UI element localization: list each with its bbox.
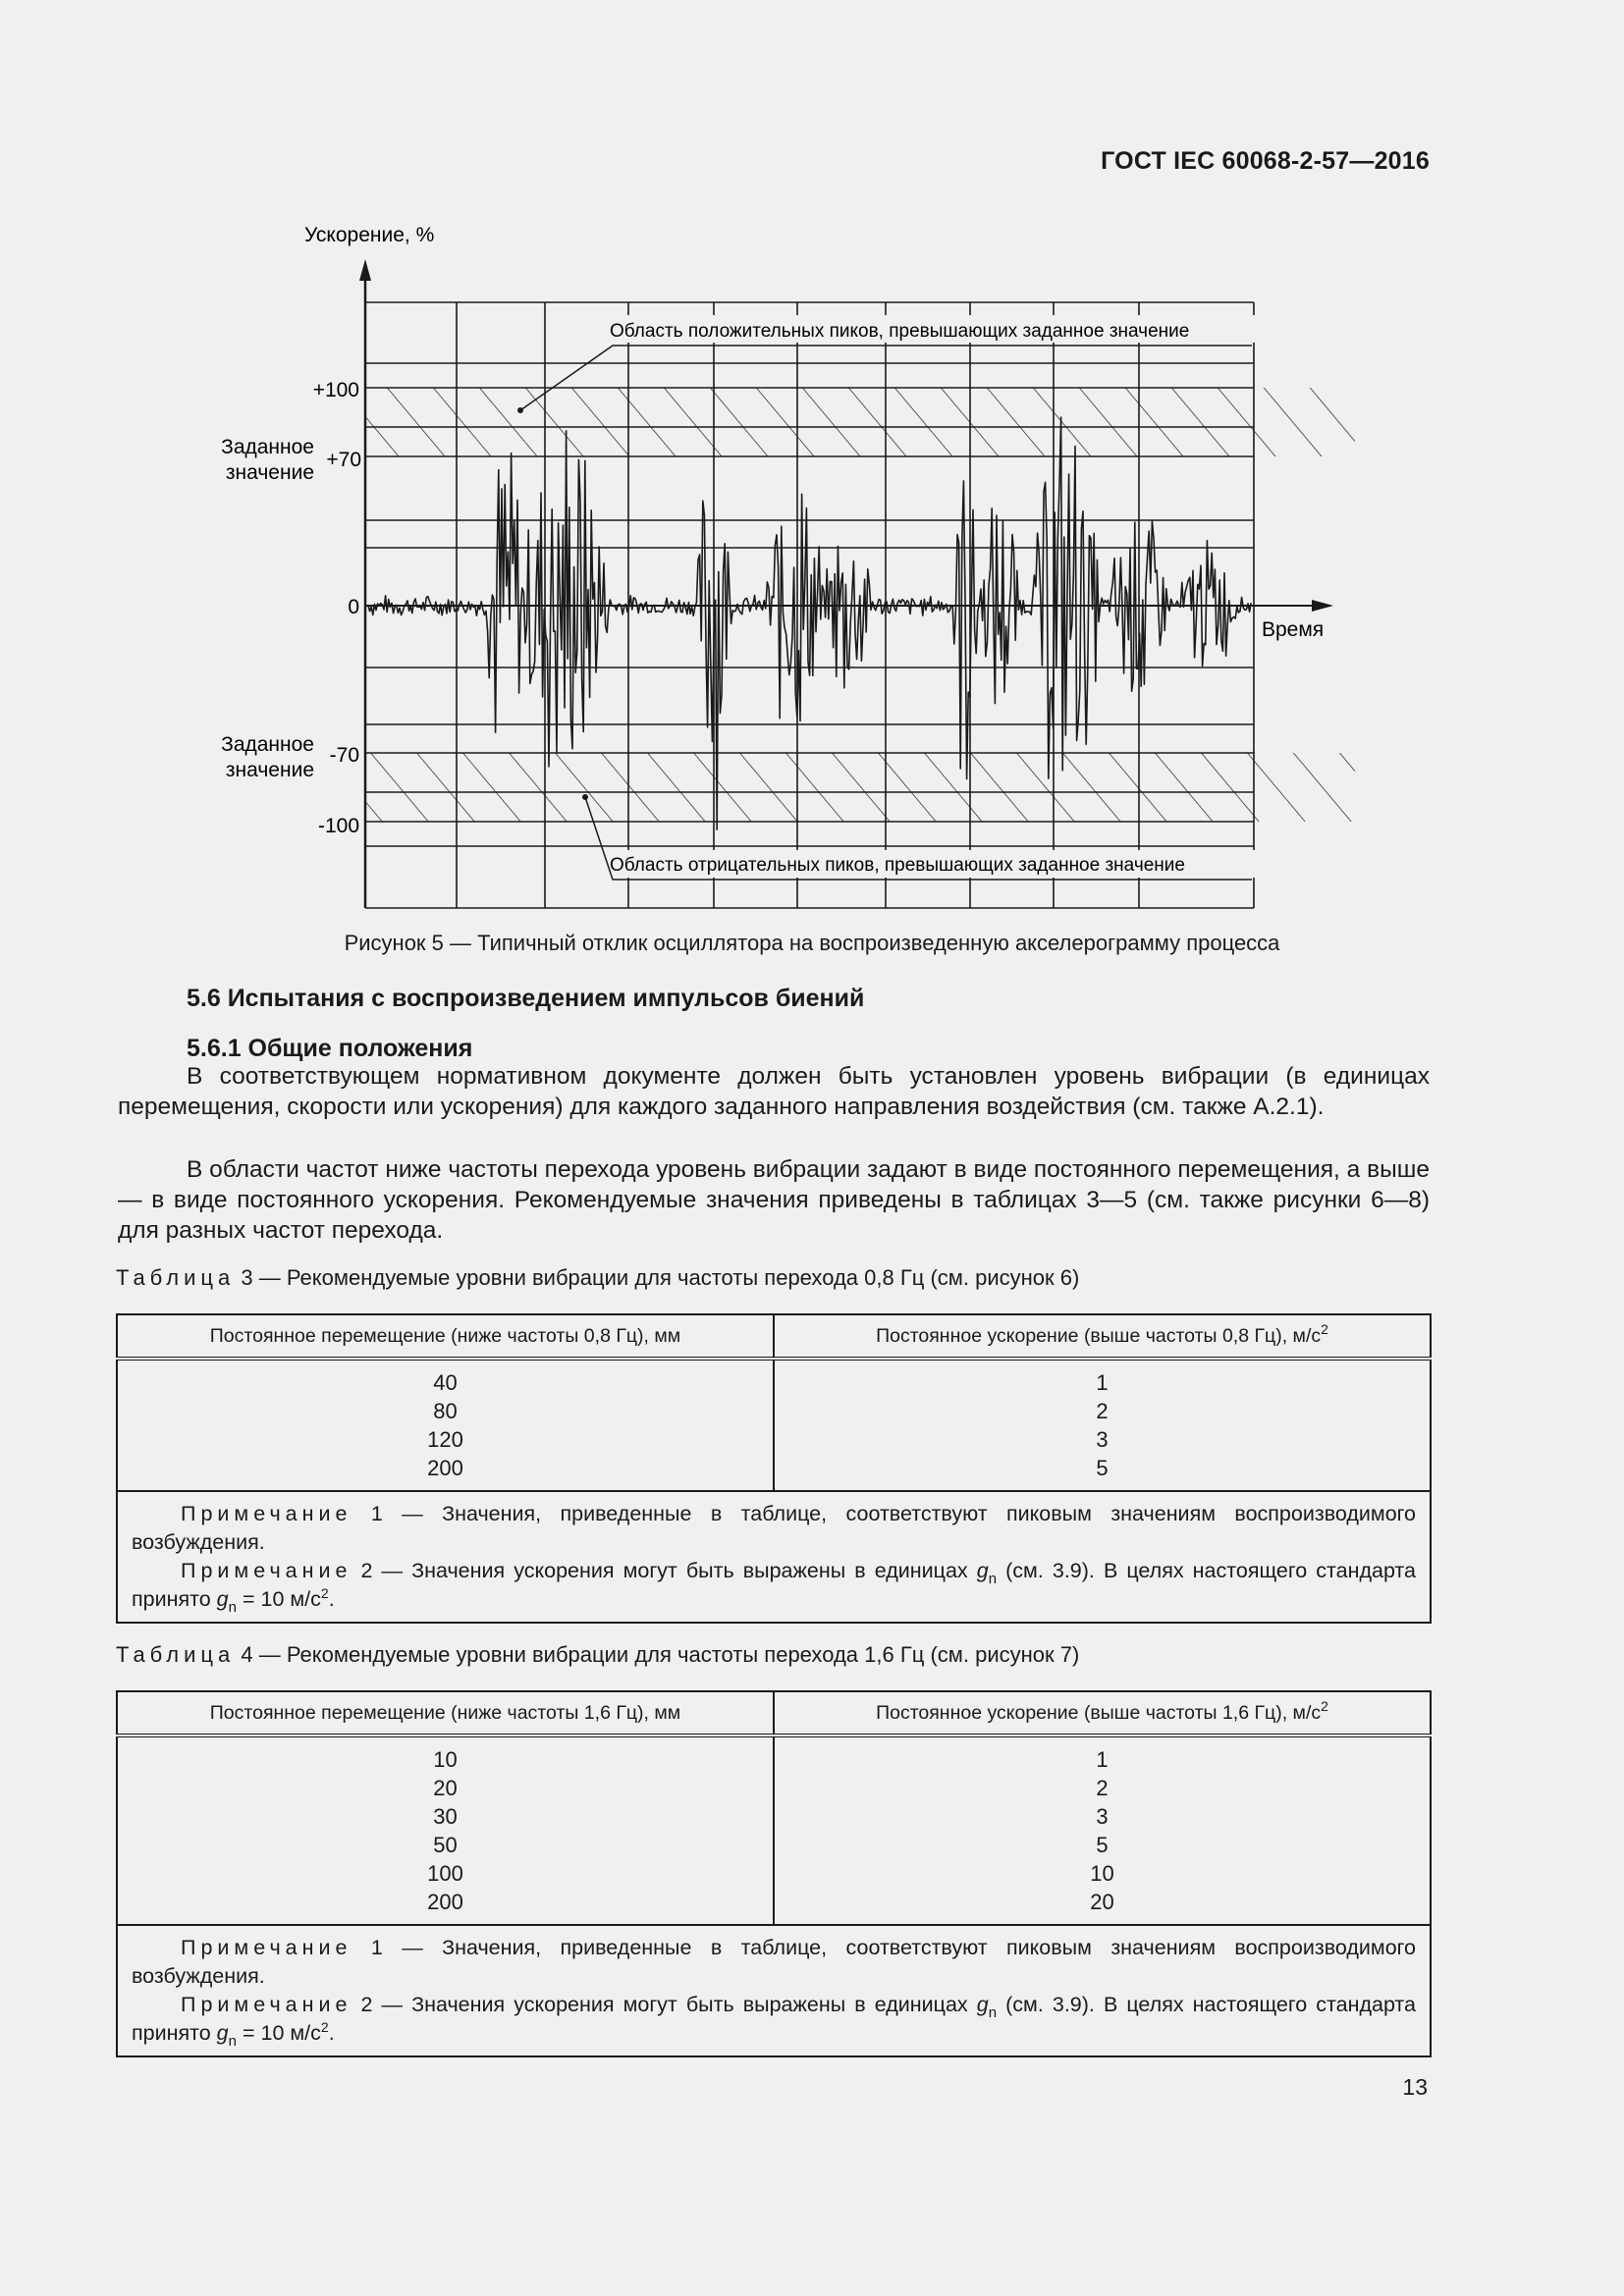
table-cell: 30 (433, 1804, 458, 1829)
table-cell: 200 (427, 1456, 463, 1480)
section-heading: 5.6 Испытания с воспроизведением импульсов биений (187, 985, 865, 1012)
x-axis-arrow (1312, 600, 1333, 612)
table-cell: 3 (1096, 1427, 1109, 1452)
figure-caption: Рисунок 5 — Типичный отклик осциллятора на воспроизведенную акселерограмму процесса (344, 931, 1280, 955)
table3-caption-text: 3 — Рекомендуемые уровни вибрации для частоты перехода 0,8 Гц (см. рисунок 6) (241, 1265, 1080, 1290)
table-cell: 3 (1096, 1804, 1109, 1829)
table3-acceleration-column (774, 1359, 1431, 1491)
negative-region-label: Область отрицательных пиков, превышающих заданное значение (610, 855, 1185, 876)
table3-label: Таблица (116, 1265, 236, 1290)
table-cell: 80 (433, 1399, 458, 1423)
table-cell: 20 (1090, 1890, 1114, 1914)
setpoint-lower-line1: Заданное (221, 733, 314, 756)
table-cell: 1 (1096, 1747, 1109, 1772)
y-axis-arrow (359, 259, 371, 281)
table4-note1: Примечание 1 — Значения, приведенные в таблице, соответствуют пиковым значениям воспроизводимого возбуждения. (132, 1936, 1416, 1988)
label-plus70: +70 (326, 449, 361, 471)
table4-displacement-column (117, 1735, 774, 1925)
label-plus100: +100 (312, 379, 359, 401)
table4 (116, 1690, 1432, 2057)
table-cell: 10 (1090, 1861, 1114, 1886)
positive-region-label: Область положительных пиков, превышающих заданное значение (610, 321, 1190, 342)
label-zero: 0 (348, 596, 359, 618)
table4-caption-text: 4 — Рекомендуемые уровни вибрации для частоты перехода 1,6 Гц (см. рисунок 7) (241, 1642, 1080, 1667)
table-cell: 20 (433, 1776, 458, 1800)
table3-notes (117, 1491, 1431, 1623)
table4-note2: Примечание 2 — Значения ускорения могут быть выражены в единицах $g_n$ (см. 3.9). В целях настоящего стандарта принято $g_n = 10$ $м/с^2$. (132, 1993, 1416, 2050)
positive-peak-region (365, 388, 1355, 456)
table3-displacement-column (117, 1359, 774, 1491)
table-cell: 10 (433, 1747, 458, 1772)
table4-acceleration-column (774, 1735, 1431, 1925)
table-cell: 200 (427, 1890, 463, 1914)
setpoint-upper-line1: Заданное (221, 436, 314, 458)
table3-col1-header: Постоянное перемещение (ниже частоты 0,8 Гц), мм (117, 1314, 774, 1359)
table-cell: 2 (1096, 1776, 1109, 1800)
table-cell: 1 (1096, 1370, 1109, 1395)
page-number: 13 (1402, 2074, 1428, 2100)
table3-col2-header: Постоянное ускорение (выше частоты 0,8 Гц), $м/с^2$ (774, 1314, 1431, 1359)
oscillator-response-figure (196, 216, 1355, 923)
subsection-heading: 5.6.1 Общие положения (187, 1035, 473, 1062)
table4-col1-header: Постоянное перемещение (ниже частоты 1,6 Гц), мм (117, 1691, 774, 1735)
document-code: ГОСТ IEC 60068-2-57—2016 (1101, 147, 1430, 175)
y-axis-label: Ускорение, % (304, 224, 435, 246)
table3 (116, 1313, 1432, 1624)
table3-caption (116, 1265, 1079, 1291)
table4-label: Таблица (116, 1642, 236, 1667)
table-cell: 50 (433, 1833, 458, 1857)
paragraph-2: В области частот ниже частоты перехода уровень вибрации задают в виде постоянного перемещения, а выше — в виде постоянного ускорения. Рекомендуемые значения приведены в таблицах 3—5 (см. также рисунки 6—8) для разных частот перехода. (118, 1156, 1430, 1244)
table-cell: 120 (427, 1427, 463, 1452)
label-minus100: -100 (317, 815, 359, 837)
table4-notes (117, 1925, 1431, 2056)
paragraph-1: В соответствующем нормативном документе должен быть установлен уровень вибрации (в единицах перемещения, скорости или ускорения) для каждого заданного направления воздействия (см. также А.2.1). (118, 1063, 1430, 1120)
label-minus70: -70 (329, 744, 359, 767)
negative-callout-dot (582, 794, 588, 800)
table3-note1: Примечание 1 — Значения, приведенные в таблице, соответствуют пиковым значениям воспроизводимого возбуждения. (132, 1502, 1416, 1554)
x-axis-label: Время (1262, 618, 1325, 641)
negative-peak-region (365, 753, 1355, 822)
positive-callout-dot (517, 407, 523, 413)
setpoint-upper-line2: значение (225, 461, 314, 484)
table-cell: 2 (1096, 1399, 1109, 1423)
table4-caption (116, 1642, 1079, 1668)
table-cell: 5 (1096, 1833, 1109, 1857)
setpoint-lower-line2: значение (225, 759, 314, 781)
table-cell: 100 (427, 1861, 463, 1886)
table3-note2: Примечание 2 — Значения ускорения могут быть выражены в единицах $g_n$ (см. 3.9). В целях настоящего стандарта принято $g_n = 10$ $м/с^2$. (132, 1559, 1416, 1616)
table-cell: 5 (1096, 1456, 1109, 1480)
table-cell: 40 (433, 1370, 458, 1395)
table4-col2-header: Постоянное ускорение (выше частоты 1,6 Гц), $м/с^2$ (774, 1691, 1431, 1735)
